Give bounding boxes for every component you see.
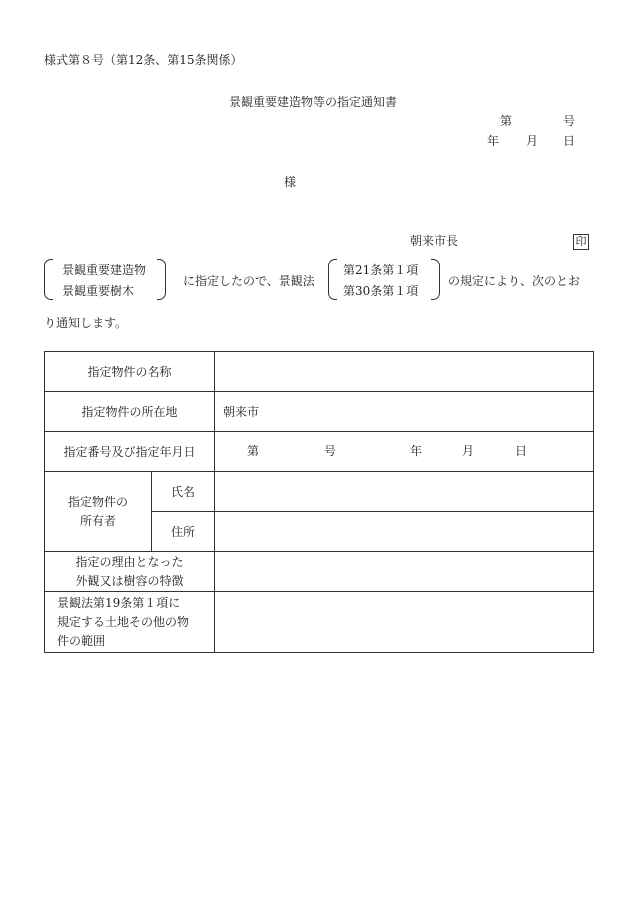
body-mid-text: に指定したので、景観法 <box>183 274 315 288</box>
choice-tree: 景観重要樹木 <box>62 284 135 298</box>
sender-name: 朝来市長 <box>410 234 459 248</box>
property-location-value: 朝来市 <box>215 392 594 432</box>
owner-name-label: 氏名 <box>152 472 215 512</box>
owner-label <box>45 472 152 552</box>
number-date-value <box>215 432 594 472</box>
owner-address-label: 住所 <box>152 512 215 552</box>
table-row <box>45 432 594 472</box>
reason-label-line1: 指定の理由となった <box>75 554 184 569</box>
nd-year: 年 <box>410 443 423 458</box>
choice-building: 景観重要建造物 <box>62 263 147 277</box>
addressee-sama: 様 <box>284 175 297 189</box>
reason-label <box>45 552 215 592</box>
body-tail-text: の規定により、次のとお <box>448 274 581 288</box>
scope-label-line3: 件の範囲 <box>57 633 106 648</box>
doc-number-go: 号 <box>563 114 576 128</box>
reason-label-line2: 外観又は樹容の特徴 <box>75 573 184 588</box>
owner-label-line1: 指定物件の <box>67 494 128 509</box>
nd-month: 月 <box>462 443 475 458</box>
scope-label <box>45 592 215 653</box>
doc-number-dai: 第 <box>500 114 513 128</box>
bracket-right-1 <box>157 259 166 300</box>
bracket-left-1 <box>44 259 53 300</box>
table-row <box>45 552 594 592</box>
table-row <box>45 592 594 653</box>
reason-value <box>215 552 594 592</box>
nd-go: 号 <box>324 443 337 458</box>
owner-label-line2: 所有者 <box>79 513 116 528</box>
owner-address-value <box>215 512 594 552</box>
property-name-value <box>215 352 594 392</box>
designation-table <box>44 351 594 653</box>
choice-article-30: 第30条第１項 <box>343 284 419 298</box>
property-name-label: 指定物件の名称 <box>45 352 215 392</box>
owner-name-value <box>215 472 594 512</box>
bracket-right-2 <box>431 259 440 300</box>
bracket-left-2 <box>328 259 337 300</box>
document-title: 景観重要建造物等の指定通知書 <box>229 95 398 109</box>
doc-date-day: 日 <box>563 134 576 148</box>
seal-mark: 印 <box>573 234 589 250</box>
scope-label-line1: 景観法第19条第１項に <box>57 595 181 610</box>
property-location-label: 指定物件の所在地 <box>45 392 215 432</box>
table-row <box>45 392 594 432</box>
table-row <box>45 352 594 392</box>
scope-label-line2: 規定する土地その他の物 <box>57 614 190 629</box>
choice-article-21: 第21条第１項 <box>343 263 419 277</box>
doc-date-year: 年 <box>487 134 500 148</box>
table-row <box>45 472 594 512</box>
number-date-label: 指定番号及び指定年月日 <box>45 432 215 472</box>
nd-day: 日 <box>515 443 528 458</box>
nd-dai: 第 <box>247 443 260 458</box>
body-line-2: り通知します。 <box>44 316 128 330</box>
doc-date-month: 月 <box>526 134 539 148</box>
scope-value <box>215 592 594 653</box>
form-number: 様式第８号（第12条、第15条関係） <box>44 53 243 67</box>
